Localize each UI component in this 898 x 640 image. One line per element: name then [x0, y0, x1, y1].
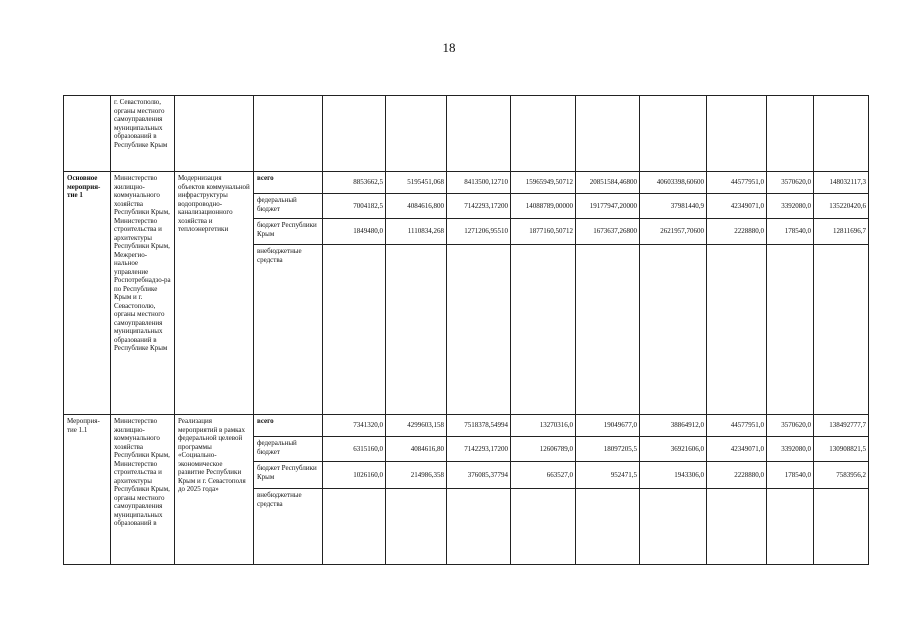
empty-cell: [511, 96, 576, 172]
value-cell: [640, 245, 707, 415]
value-cell: 1849480,0: [323, 219, 386, 245]
value-cell: [707, 245, 767, 415]
value-cell: 4084616,80: [386, 437, 447, 462]
executors-cell: г. Севастополю, органы местного самоуправления муниципальных образований в Республике Крым: [111, 96, 175, 172]
value-cell: 7142293,17200: [447, 437, 511, 462]
value-cell: 18097205,5: [576, 437, 640, 462]
value-cell: 42349071,0: [707, 194, 767, 219]
budget-table: [63, 95, 869, 565]
empty-cell: [386, 96, 447, 172]
value-cell: 214986,358: [386, 462, 447, 489]
value-cell: 36921606,0: [640, 437, 707, 462]
empty-cell: [814, 96, 869, 172]
value-cell: 4299603,158: [386, 415, 447, 437]
value-cell: 3570620,0: [767, 172, 814, 194]
value-cell: 1943306,0: [640, 462, 707, 489]
value-cell: [576, 245, 640, 415]
value-cell: 12606789,0: [511, 437, 576, 462]
empty-cell: [254, 96, 323, 172]
continuation-row: [64, 96, 869, 172]
source-label: федеральный бюджет: [254, 194, 323, 219]
value-cell: 3392080,0: [767, 194, 814, 219]
value-cell: 19049677,0: [576, 415, 640, 437]
event-cell: [64, 96, 111, 172]
value-cell: [767, 245, 814, 415]
event-name-cell: Модернизация объектов коммунальной инфраструктуры водопроводно-канализационного хозяйства и теплоэнергетики: [175, 172, 254, 415]
value-cell: 3570620,0: [767, 415, 814, 437]
source-label: всего: [254, 172, 323, 194]
value-cell: 7518378,54994: [447, 415, 511, 437]
value-cell: [814, 489, 869, 565]
value-cell: 1877160,50712: [511, 219, 576, 245]
value-cell: 130908821,5: [814, 437, 869, 462]
value-cell: 19177947,20000: [576, 194, 640, 219]
source-label: внебюджетные средства: [254, 245, 323, 415]
value-cell: [707, 489, 767, 565]
value-cell: 1026160,0: [323, 462, 386, 489]
event-cell: Мероприя-тие 1.1: [64, 415, 111, 565]
value-cell: 6315160,0: [323, 437, 386, 462]
value-cell: 7583956,2: [814, 462, 869, 489]
value-cell: 663527,0: [511, 462, 576, 489]
value-cell: 148032117,3: [814, 172, 869, 194]
value-cell: 15965949,50712: [511, 172, 576, 194]
event-name-cell: Реализация мероприятий в рамках федеральной целевой программы «Социально-экономическое развитие Республики Крым и г. Севастополя до 2025 года»: [175, 415, 254, 565]
source-label: бюджет Республики Крым: [254, 462, 323, 489]
value-cell: 2228880,0: [707, 462, 767, 489]
value-cell: [511, 245, 576, 415]
executors-cell: Министерство жилищно-коммунального хозяйства Республики Крым, Министерство строительства и архитектуры Республики Крым, Межрегио-нальное управление Роспотребнадзо-ра по Республике Крым и г. Севастополю, органы местного самоуправления муниципальных образований в Республике Крым: [111, 172, 175, 415]
value-cell: [447, 489, 511, 565]
source-label: федеральный бюджет: [254, 437, 323, 462]
value-cell: [511, 489, 576, 565]
value-cell: 20851584,46800: [576, 172, 640, 194]
value-cell: 1271206,95510: [447, 219, 511, 245]
source-label: внебюджетные средства: [254, 489, 323, 565]
empty-cell: [175, 96, 254, 172]
value-cell: 178540,0: [767, 219, 814, 245]
value-cell: [640, 489, 707, 565]
value-cell: 1110834,268: [386, 219, 447, 245]
table-row: [64, 415, 869, 437]
empty-cell: [767, 96, 814, 172]
value-cell: 1673637,26800: [576, 219, 640, 245]
value-cell: [447, 245, 511, 415]
empty-cell: [323, 96, 386, 172]
executors-cell: Министерство жилищно-коммунального хозяйства Республики Крым, Министерство строительства и архитектуры Республики Крым, органы местного самоуправления муниципальных образований в: [111, 415, 175, 565]
value-cell: 376085,37794: [447, 462, 511, 489]
source-label: всего: [254, 415, 323, 437]
value-cell: 40603398,60600: [640, 172, 707, 194]
value-cell: 7341320,0: [323, 415, 386, 437]
empty-cell: [707, 96, 767, 172]
value-cell: 5195451,068: [386, 172, 447, 194]
value-cell: 14088789,00000: [511, 194, 576, 219]
value-cell: 138492777,7: [814, 415, 869, 437]
value-cell: [576, 489, 640, 565]
empty-cell: [447, 96, 511, 172]
value-cell: 7142293,17200: [447, 194, 511, 219]
value-cell: 4084616,800: [386, 194, 447, 219]
value-cell: [386, 245, 447, 415]
value-cell: 42349071,0: [707, 437, 767, 462]
value-cell: 8413500,12710: [447, 172, 511, 194]
source-label: бюджет Республики Крым: [254, 219, 323, 245]
value-cell: 44577951,0: [707, 172, 767, 194]
value-cell: 37981440,9: [640, 194, 707, 219]
value-cell: 2621957,70600: [640, 219, 707, 245]
value-cell: 2228880,0: [707, 219, 767, 245]
value-cell: 3392080,0: [767, 437, 814, 462]
value-cell: 44577951,0: [707, 415, 767, 437]
page-number: 18: [442, 40, 456, 55]
value-cell: 13270316,0: [511, 415, 576, 437]
value-cell: 7004182,5: [323, 194, 386, 219]
value-cell: [386, 489, 447, 565]
value-cell: [814, 245, 869, 415]
event-cell: Основное мероприя-тие 1: [64, 172, 111, 415]
value-cell: 952471,5: [576, 462, 640, 489]
value-cell: [767, 489, 814, 565]
table-row: [64, 172, 869, 194]
empty-cell: [576, 96, 640, 172]
value-cell: 178540,0: [767, 462, 814, 489]
value-cell: [323, 489, 386, 565]
value-cell: 8853662,5: [323, 172, 386, 194]
value-cell: 135220420,6: [814, 194, 869, 219]
value-cell: 12811696,7: [814, 219, 869, 245]
value-cell: 38864912,0: [640, 415, 707, 437]
empty-cell: [640, 96, 707, 172]
value-cell: [323, 245, 386, 415]
